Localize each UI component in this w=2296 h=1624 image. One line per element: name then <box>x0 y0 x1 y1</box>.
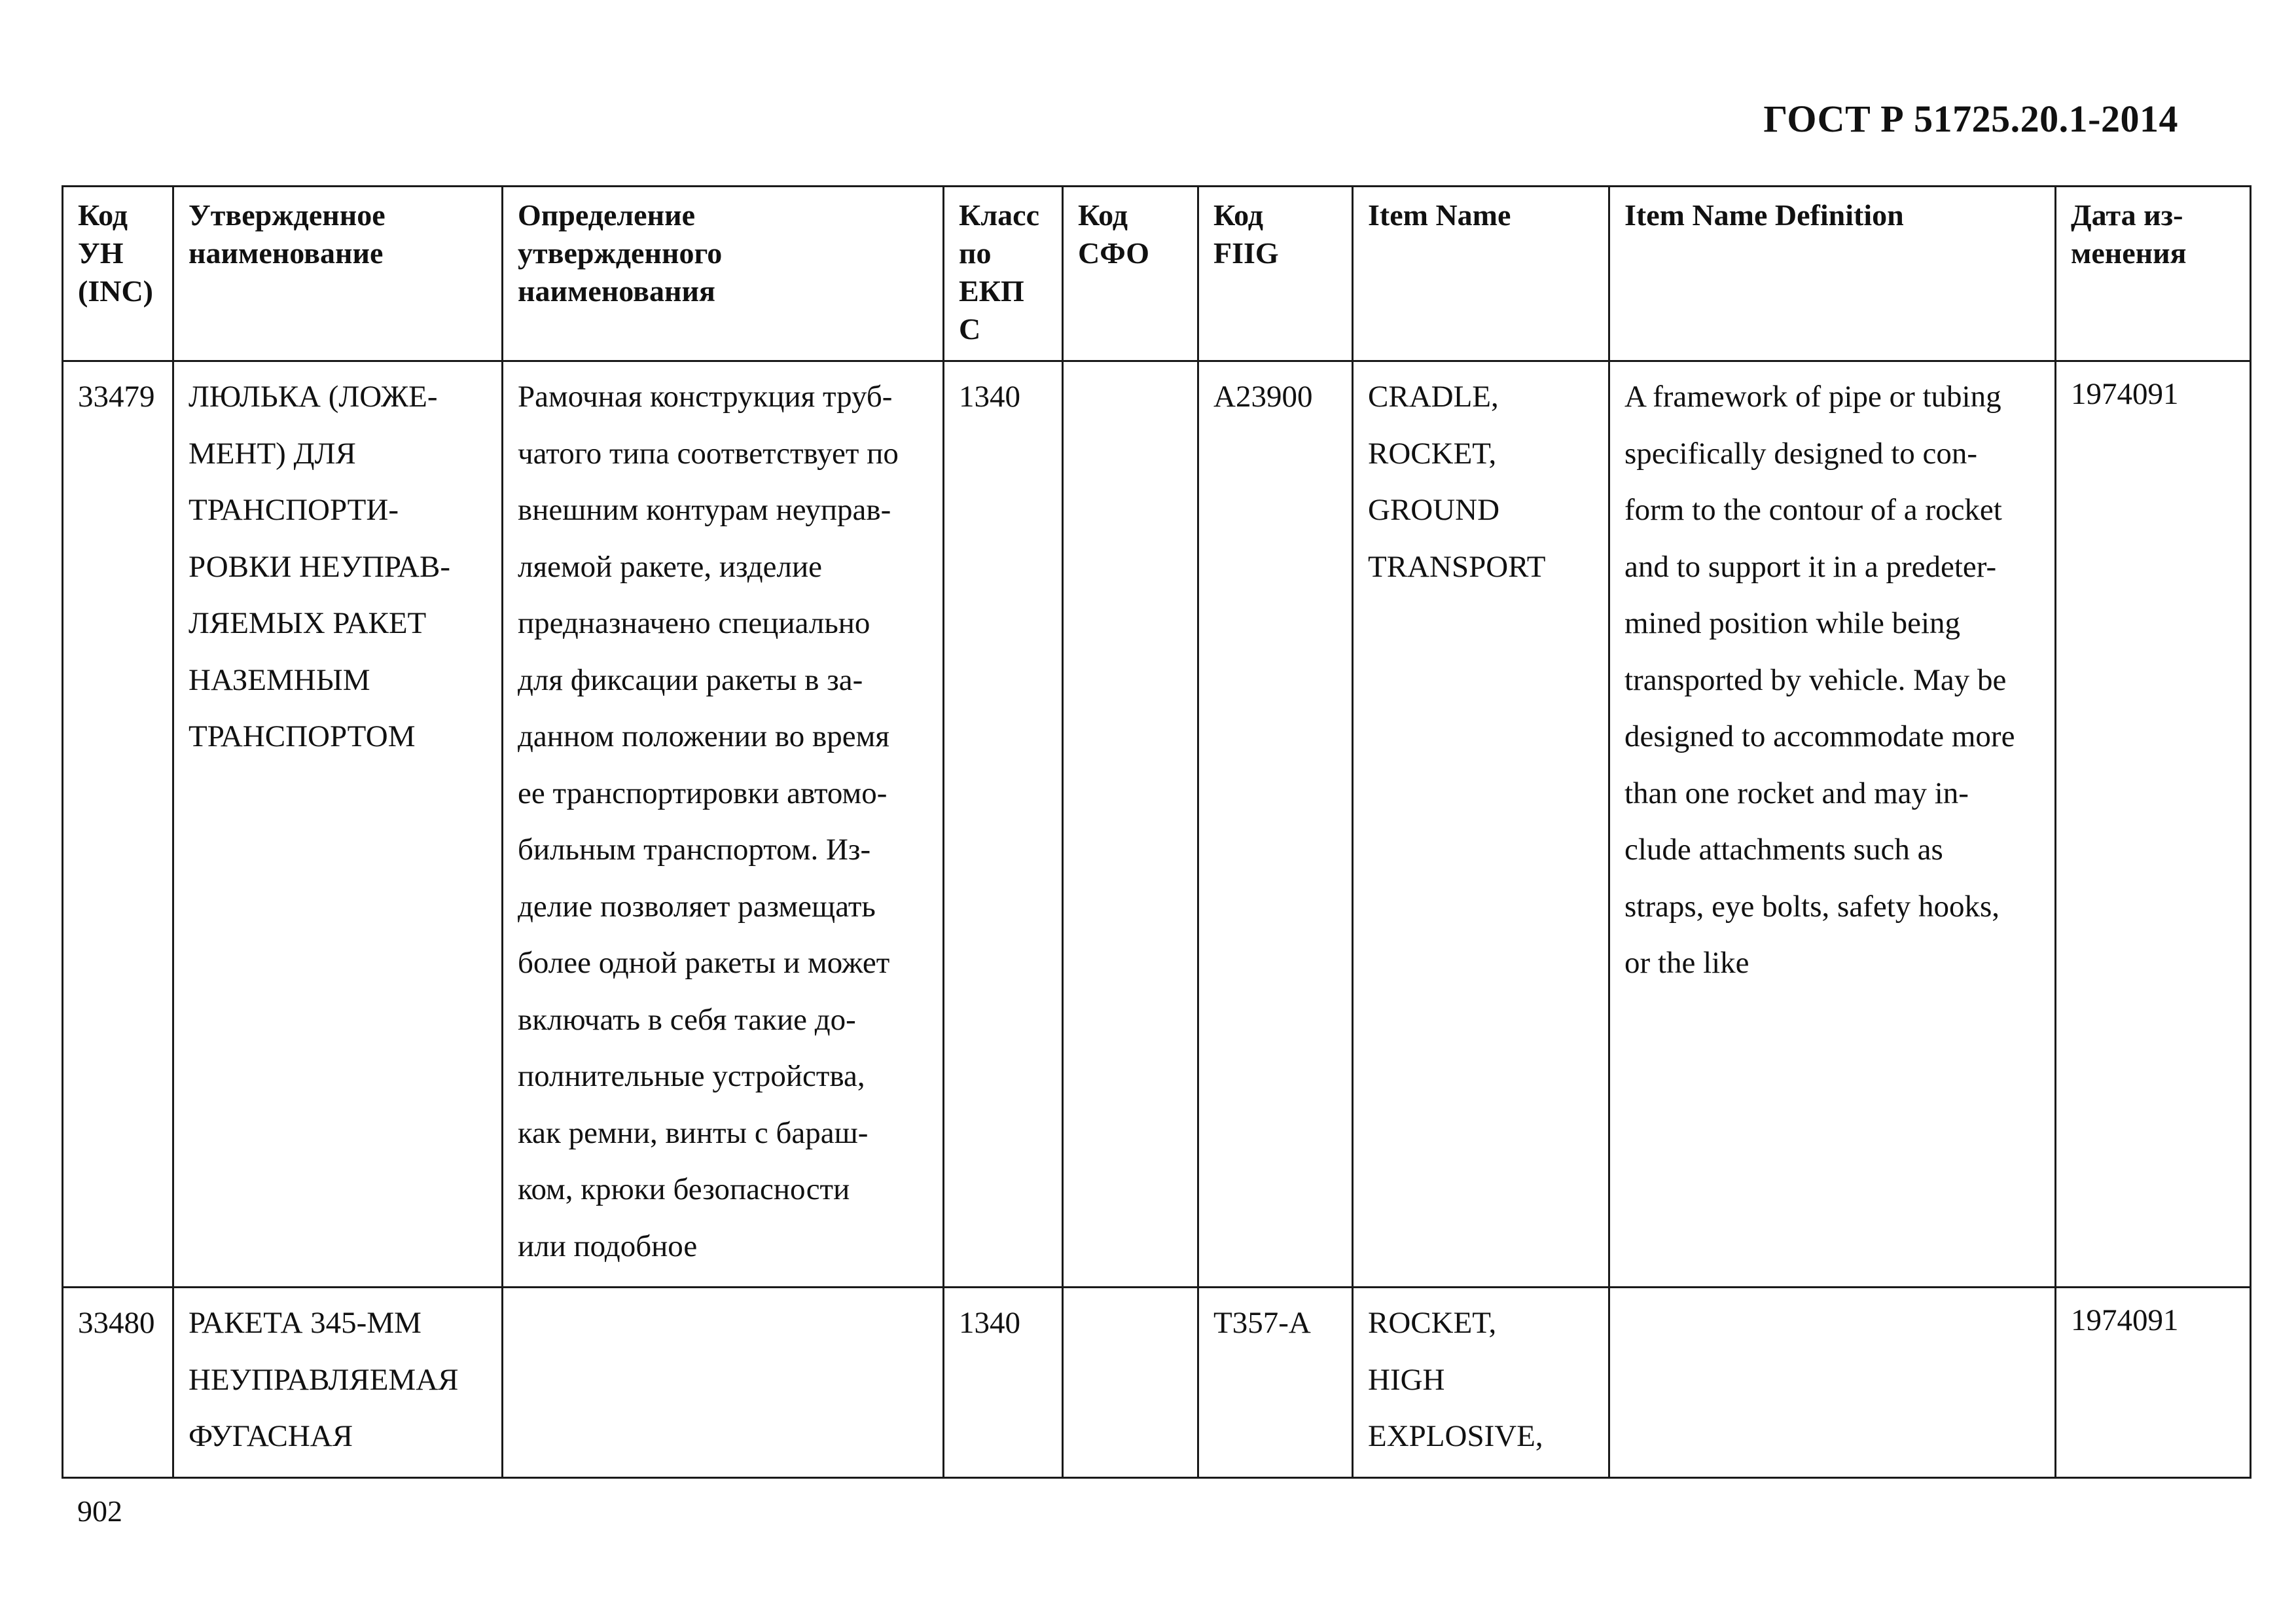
cell-approved-name: ЛЮЛЬКА (ЛОЖЕ- МЕНТ) ДЛЯ ТРАНСПОРТИ- РОВКИ НЕУПРАВ- ЛЯЕМЫХ РАКЕТ НАЗЕМНЫМ ТРАНСПОРТОМ <box>173 361 503 1288</box>
cell-definition: Рамочная конструкция труб- чатого типа соответствует по внешним контурам неуправ- ляемой ракете, изделие предназначено специально для фиксации ракеты в за- данном положении во время ее транспортировки автомо- бильным транспортом. Из- делие позволяет размещать более одной ракеты и может включать в себя такие до- полнительные устройства, как ремни, винты с бараш- ком, крюки безопасности или подобное <box>503 361 944 1288</box>
cell-item-name: ROCKET, HIGH EXPLOSIVE, <box>1353 1288 1609 1478</box>
header-change-date: Дата из- менения <box>2056 187 2251 361</box>
catalog-table <box>62 185 2251 1479</box>
cell-definition <box>503 1288 944 1478</box>
cell-inc: 33480 <box>63 1288 173 1478</box>
cell-ekps-class: 1340 <box>944 1288 1063 1478</box>
standard-number: ГОСТ Р 51725.20.1-2014 <box>1763 98 2178 140</box>
cell-inc: 33479 <box>63 361 173 1288</box>
cell-fiig-code: T357-A <box>1198 1288 1353 1478</box>
table-row <box>63 361 2251 1288</box>
header-ekps-class: Класс по ЕКП С <box>944 187 1063 361</box>
cell-fiig-code: A23900 <box>1198 361 1353 1288</box>
cell-change-date: 1974091 <box>2056 361 2251 1288</box>
cell-item-name-definition <box>1609 1288 2056 1478</box>
cell-approved-name: РАКЕТА 345-ММ НЕУПРАВЛЯЕМАЯ ФУГАСНАЯ <box>173 1288 503 1478</box>
table-row <box>63 1288 2251 1478</box>
cell-ekps-class: 1340 <box>944 361 1063 1288</box>
header-sfo-code: Код СФО <box>1063 187 1198 361</box>
header-item-name: Item Name <box>1353 187 1609 361</box>
header-approved-name: Утвержденное наименование <box>173 187 503 361</box>
header-item-name-definition: Item Name Definition <box>1609 187 2056 361</box>
cell-sfo-code <box>1063 1288 1198 1478</box>
table-header-row <box>63 187 2251 361</box>
page-number: 902 <box>77 1494 122 1528</box>
header-fiig-code: Код FIIG <box>1198 187 1353 361</box>
cell-item-name: CRADLE, ROCKET, GROUND TRANSPORT <box>1353 361 1609 1288</box>
cell-item-name-definition: A framework of pipe or tubing specifically designed to con- form to the contour of a rocket and to support it in a predeter- mined position while being transported by vehicle. May be designed to accommodate more than one rocket and may in- clude attachments such as straps, eye bolts, safety hooks, or the like <box>1609 361 2056 1288</box>
cell-change-date: 1974091 <box>2056 1288 2251 1478</box>
cell-sfo-code <box>1063 361 1198 1288</box>
header-inc-code: Код УН (INC) <box>63 187 173 361</box>
header-name-definition: Определение утвержденного наименования <box>503 187 944 361</box>
